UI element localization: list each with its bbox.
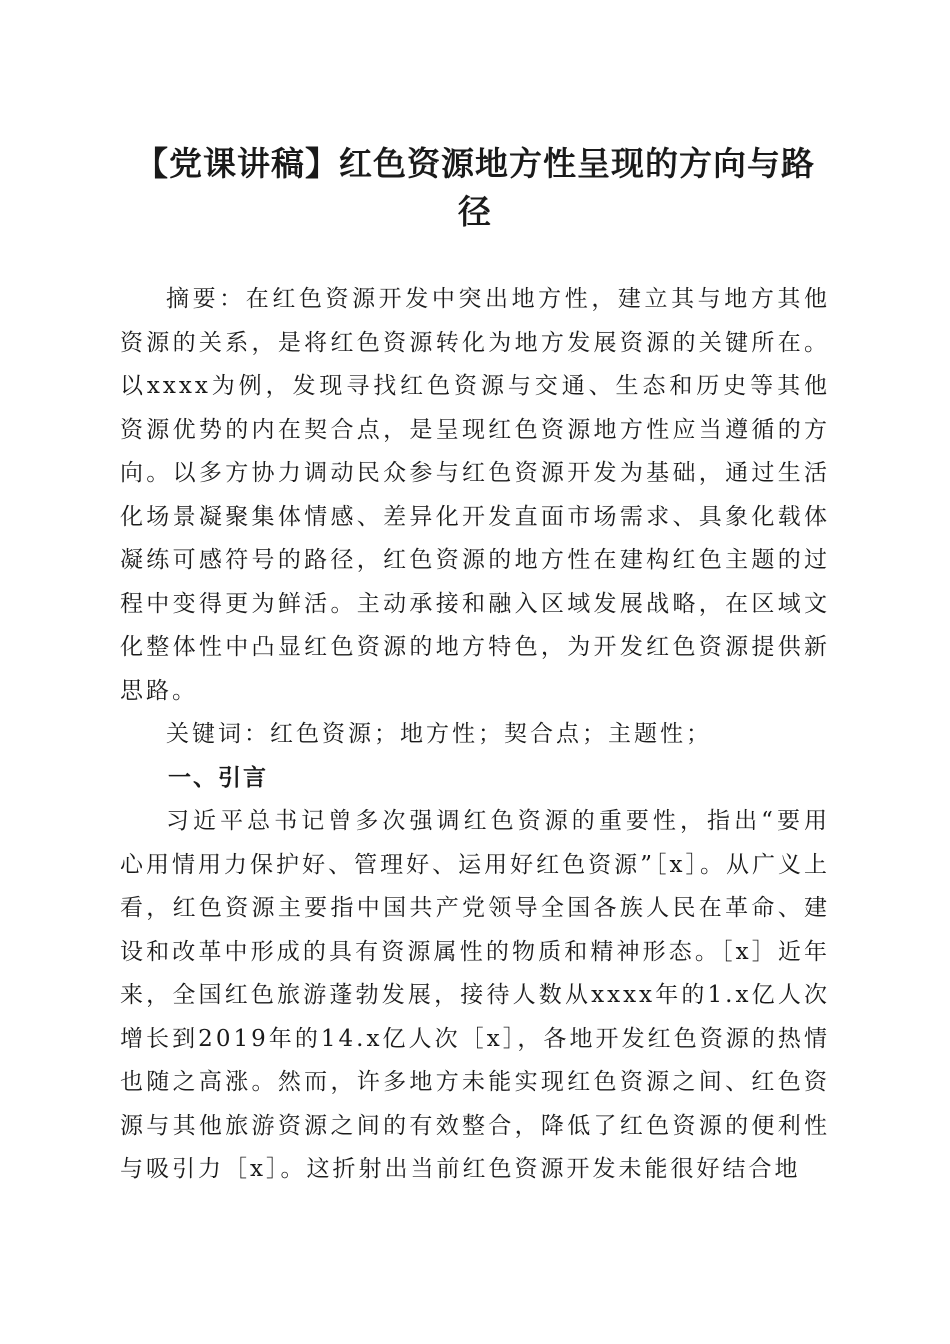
title-line-1: 【党课讲稿】红色资源地方性呈现的方向与路 bbox=[135, 144, 815, 183]
section-heading-introduction: 一、引言 bbox=[168, 764, 268, 791]
keywords-paragraph: 关键词：红色资源；地方性；契合点；主题性； bbox=[166, 721, 712, 747]
abstract-paragraph: 摘要：在红色资源开发中突出地方性，建立其与地方其他资源的关系，是将红色资源转化为地方发展资源的关键所在。以xxxx为例，发现寻找红色资源与交通、生态和历史等其他资源优势的内在契合点，是呈现红色资源地方性应当遵循的方向。以多方协力调动民众参与红色资源开发为基础，通过生活化场景凝聚集体情感、差异化开发直面市场需求、具象化载体凝练可感符号的路径，红色资源的地方性在建构红色主题的过程中变得更为鲜活。主动承接和融入区域发展战略，在区域文化整体性中凸显红色资源的地方特色，为开发红色资源提供新思路。 bbox=[120, 286, 830, 704]
title-line-2: 径 bbox=[458, 192, 492, 231]
document-body bbox=[120, 278, 830, 1192]
introduction-paragraph: 习近平总书记曾多次强调红色资源的重要性，指出“要用心用情用力保护好、管理好、运用好红色资源”［x］。从广义上看，红色资源主要指中国共产党领导全国各族人民在革命、建设和改革中形成的具有资源属性的物质和精神形态。［x］近年来，全国红色旅游蓬勃发展，接待人数从xxxx年的1.x亿人次增长到2019年的14.x亿人次［x］，各地开发红色资源的热情也随之高涨。然而，许多地方未能实现红色资源之间、红色资源与其他旅游资源之间的有效整合，降低了红色资源的便利性与吸引力［x］。这折射出当前红色资源开发未能很好结合地 bbox=[120, 808, 830, 1182]
document-title bbox=[120, 140, 830, 236]
